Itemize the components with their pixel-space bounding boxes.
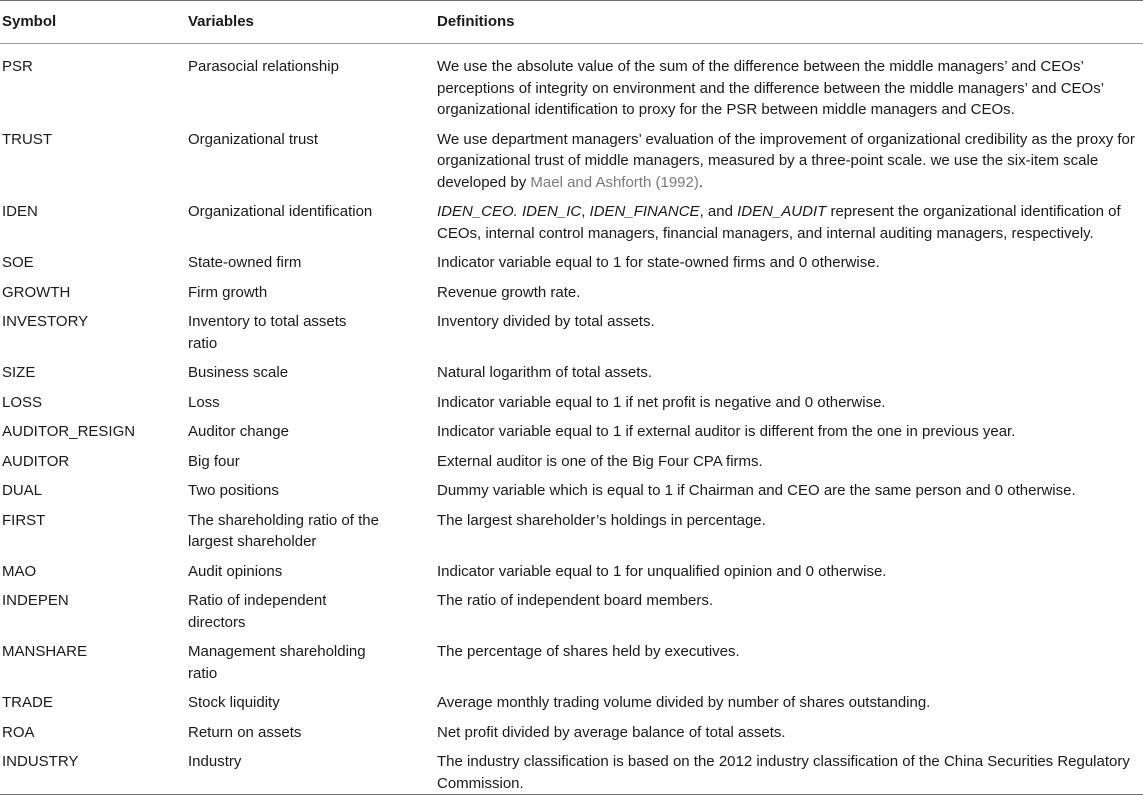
- definition-italic-text: IDEN_AUDIT: [737, 203, 827, 220]
- variable-cell: Return on assets: [188, 723, 302, 741]
- table-row: [0, 388, 1143, 418]
- definition-text: ,: [581, 203, 590, 220]
- definition-italic-text: IDEN_CEO. IDEN_IC: [437, 203, 582, 220]
- table-row: [0, 307, 1143, 358]
- definition-cell: Net profit divided by average balance of total assets.: [437, 723, 786, 741]
- variable-cell: State-owned firm: [188, 254, 302, 271]
- symbol-cell: TRADE: [2, 694, 53, 711]
- symbol-cell: AUDITOR_RESIGN: [2, 423, 136, 440]
- table-row: [0, 586, 1143, 637]
- table-row: [0, 278, 1143, 308]
- definition-italic-text: IDEN_FINANCE: [589, 203, 700, 220]
- definition-text: .: [698, 173, 704, 191]
- reference-link[interactable]: Mael and Ashforth (1992): [530, 173, 699, 191]
- table-row: [0, 197, 1143, 248]
- symbol-cell: SIZE: [2, 364, 36, 381]
- table-row: [0, 125, 1143, 198]
- variable-cell: Industry: [188, 747, 437, 795]
- definition-cell: The percentage of shares held by executives.: [437, 643, 740, 660]
- variable-cell: Auditor change: [188, 423, 289, 440]
- variable-cell: Ratio of independent directors: [188, 592, 327, 631]
- header-symbol: Symbol: [0, 1, 188, 44]
- table-row: [0, 718, 1143, 748]
- symbol-cell: TRUST: [2, 130, 52, 148]
- variable-cell: Business scale: [188, 364, 289, 381]
- definition-cell: The ratio of independent board members.: [437, 592, 713, 609]
- symbol-cell: FIRST: [2, 511, 46, 529]
- variable-cell: Organizational trust: [188, 130, 319, 148]
- definition-text: , and: [699, 203, 738, 220]
- variable-cell: Stock liquidity: [188, 694, 280, 711]
- symbol-cell: INDUSTRY: [0, 747, 188, 795]
- variable-cell: Loss: [188, 393, 220, 411]
- table-row: [0, 688, 1143, 718]
- symbol-cell: INVESTORY: [2, 313, 89, 330]
- definition-cell: The largest shareholder’s holdings in percentage.: [437, 511, 766, 529]
- symbol-cell: MAO: [2, 562, 37, 580]
- variable-cell: Firm growth: [188, 283, 268, 301]
- table-row: [0, 476, 1143, 506]
- variable-cell: The shareholding ratio of the largest shareholder: [188, 511, 379, 550]
- definition-cell: Indicator variable equal to 1 if net profit is negative and 0 otherwise.: [437, 393, 886, 411]
- definition-text: represent the organizational identification of CEOs, internal control managers, financial managers, and internal auditing managers, respectively.: [437, 203, 1121, 242]
- definition-cell: Indicator variable equal to 1 for unqualified opinion and 0 otherwise.: [437, 562, 887, 580]
- variable-cell: Organizational identification: [188, 203, 373, 220]
- definition-cell: [437, 197, 1143, 248]
- header-variables: Variables: [188, 1, 437, 44]
- definition-cell: We use the absolute value of the sum of the difference between the middle managers’ and CEOs’ perceptions of integrity on environment and the difference between the middle managers’ and CEOs’ organizational identification to proxy for the PSR between middle managers and CEOs.: [437, 58, 1104, 118]
- definition-cell: [437, 125, 1143, 198]
- variable-cell: Two positions: [188, 482, 279, 499]
- table-row: [0, 637, 1143, 688]
- symbol-cell: GROWTH: [2, 283, 71, 301]
- definition-text: We use department managers’ evaluation of the improvement of organizational credibility as the proxy for organizational trust of middle managers, measured by a three-point scale. we use the six-item scale developed by: [437, 130, 1135, 191]
- symbol-cell: ROA: [2, 723, 35, 741]
- variable-cell: Parasocial relationship: [188, 58, 339, 75]
- definition-cell: Revenue growth rate.: [437, 283, 581, 301]
- table-row: [0, 358, 1143, 388]
- symbol-cell: LOSS: [2, 393, 43, 411]
- definition-cell: Dummy variable which is equal to 1 if Chairman and CEO are the same person and 0 otherwise.: [437, 482, 1076, 499]
- table-row: [0, 417, 1143, 447]
- symbol-cell: MANSHARE: [2, 643, 88, 660]
- symbol-cell: AUDITOR: [2, 452, 70, 470]
- variable-cell: Audit opinions: [188, 562, 283, 580]
- symbol-cell: PSR: [2, 58, 33, 75]
- table-row: [0, 44, 1143, 125]
- header-row: [0, 1, 1143, 44]
- definition-cell: The industry classification is based on the 2012 industry classification of the China Securities Regulatory Commission.: [437, 747, 1143, 795]
- symbol-cell: DUAL: [2, 482, 43, 499]
- symbol-cell: SOE: [2, 254, 34, 271]
- definition-cell: External auditor is one of the Big Four CPA firms.: [437, 452, 763, 470]
- definition-cell: Inventory divided by total assets.: [437, 313, 655, 330]
- table-row: [0, 557, 1143, 587]
- definition-cell: Natural logarithm of total assets.: [437, 364, 653, 381]
- header-definitions: Definitions: [437, 1, 1143, 44]
- table-row: [0, 248, 1143, 278]
- definition-cell: Indicator variable equal to 1 if external auditor is different from the one in previous year.: [437, 423, 1016, 440]
- variable-cell: Big four: [188, 452, 240, 470]
- symbol-cell: INDEPEN: [2, 592, 69, 609]
- variable-cell: Inventory to total assets ratio: [188, 313, 347, 352]
- table-row: [0, 506, 1143, 557]
- definition-cell: Average monthly trading volume divided by number of shares outstanding.: [437, 694, 931, 711]
- table-row: [0, 447, 1143, 477]
- symbol-cell: IDEN: [2, 203, 38, 220]
- definition-cell: Indicator variable equal to 1 for state-owned firms and 0 otherwise.: [437, 254, 880, 271]
- variable-cell: Management shareholding ratio: [188, 643, 366, 682]
- table-row: [0, 747, 1143, 795]
